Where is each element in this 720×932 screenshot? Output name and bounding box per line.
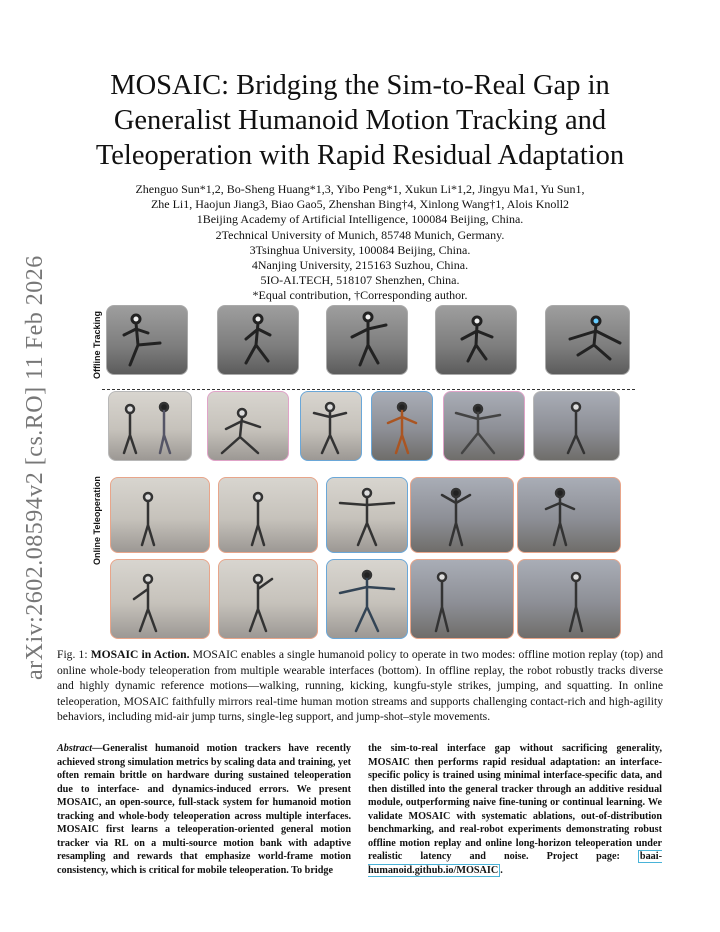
affiliation-line: 4Nanjing University, 215163 Suzhou, China. <box>251 258 469 273</box>
robot-silhouettes <box>90 303 635 639</box>
figure-1 <box>90 303 635 639</box>
affiliation-line: 2Technical University of Munich, 85748 Munich, Germany. <box>215 227 505 242</box>
project-page-link[interactable]: baai-humanoid.github.io/MOSAIC <box>368 851 662 876</box>
abstract-right-column <box>368 742 662 877</box>
affiliation-line: 5IO-AI.TECH, 518107 Shenzhen, China. <box>260 273 460 288</box>
title-line: Teleoperation with Rapid Residual Adaptation <box>95 140 625 171</box>
paper-title <box>40 68 680 173</box>
affiliation-line: 3Tsinghua University, 100084 Beijing, China. <box>249 242 471 257</box>
author-line: Zhenguo Sun*1,2, Bo-Sheng Huang*1,3, Yibo Peng*1, Xukun Li*1,2, Jingyu Ma1, Yu Sun1, <box>135 182 585 196</box>
affiliation-line: 1Beijing Academy of Artificial Intelligence, 100084 Beijing, China. <box>196 212 524 227</box>
abstract-left-text: —Generalist humanoid motion trackers have recently achieved strong simulation metrics by scaling data and training, yet often remain brittle on hardware during sustained teleoperation due to interface- and dynamics-induced errors. We present MOSAIC, an open-source, full-stack system for humanoid motion tracking and whole-body teleoperation across multiple interfaces. MOSAIC first learns a teleoperation-oriented general motion tracker via RL on a multi-source motion bank with adaptive resampling and rewards that emphasize world-frame motion consistency, which is critical for mobile teleoperation. To bridge <box>57 743 351 876</box>
link-suffix: . <box>500 864 503 876</box>
author-line: Zhe Li1, Haojun Jiang3, Biao Gao5, Zhenshan Bing†4, Xinlong Wang†1, Alois Knoll2 <box>150 197 570 212</box>
abstract-lead: Abstract <box>57 743 93 754</box>
abstract-right-text: the sim-to-real interface gap without sacrificing generality, MOSAIC then performs rapid residual adaptation: an interface-specific policy is trained using minimal interface-specific data, and then distilled into the general tracker through an additive residual module, outperforming naive fine-tuning or continual learning. We validate MOSAIC with systematic ablations, out-of-distribution benchmarking, and real-robot experiments demonstrating robust offline motion replay and online long-horizon teleoperation under realistic latency and noise. Project page: <box>368 743 662 862</box>
caption-label: Fig. 1: <box>57 648 88 661</box>
figure-caption <box>57 647 663 725</box>
caption-text: MOSAIC enables a single humanoid policy to operate in two modes: offline motion replay (top) and online whole-body teleoperation from multiple wearable interfaces (bottom). In offline replay, the robot robustly tracks diverse and highly dynamic reference motions—walking, running, kicking, kungfu-style strikes, jumping, and squatting. In online teleoperation, MOSAIC faithfully mirrors real-time human motion streams and supports challenging contact-rich and high-agility behaviors, including mid-air jump turns, single-leg support, and jump-shot–style movements. <box>57 648 663 724</box>
arxiv-stamp: arXiv:2602.08594v2 [cs.RO] 11 Feb 2026 <box>22 255 48 680</box>
author-block <box>40 182 680 304</box>
title-line: Generalist Humanoid Motion Tracking and <box>113 105 607 136</box>
title-line: MOSAIC: Bridging the Sim-to-Real Gap in <box>110 70 610 101</box>
row-label-online: Online Teleoperation <box>92 476 102 565</box>
row-label-offline: Offline Tracking <box>92 310 102 379</box>
contribution-note: *Equal contribution, †Corresponding author. <box>252 288 468 303</box>
abstract-left-column <box>57 742 351 877</box>
caption-bold: MOSAIC in Action. <box>90 648 190 661</box>
